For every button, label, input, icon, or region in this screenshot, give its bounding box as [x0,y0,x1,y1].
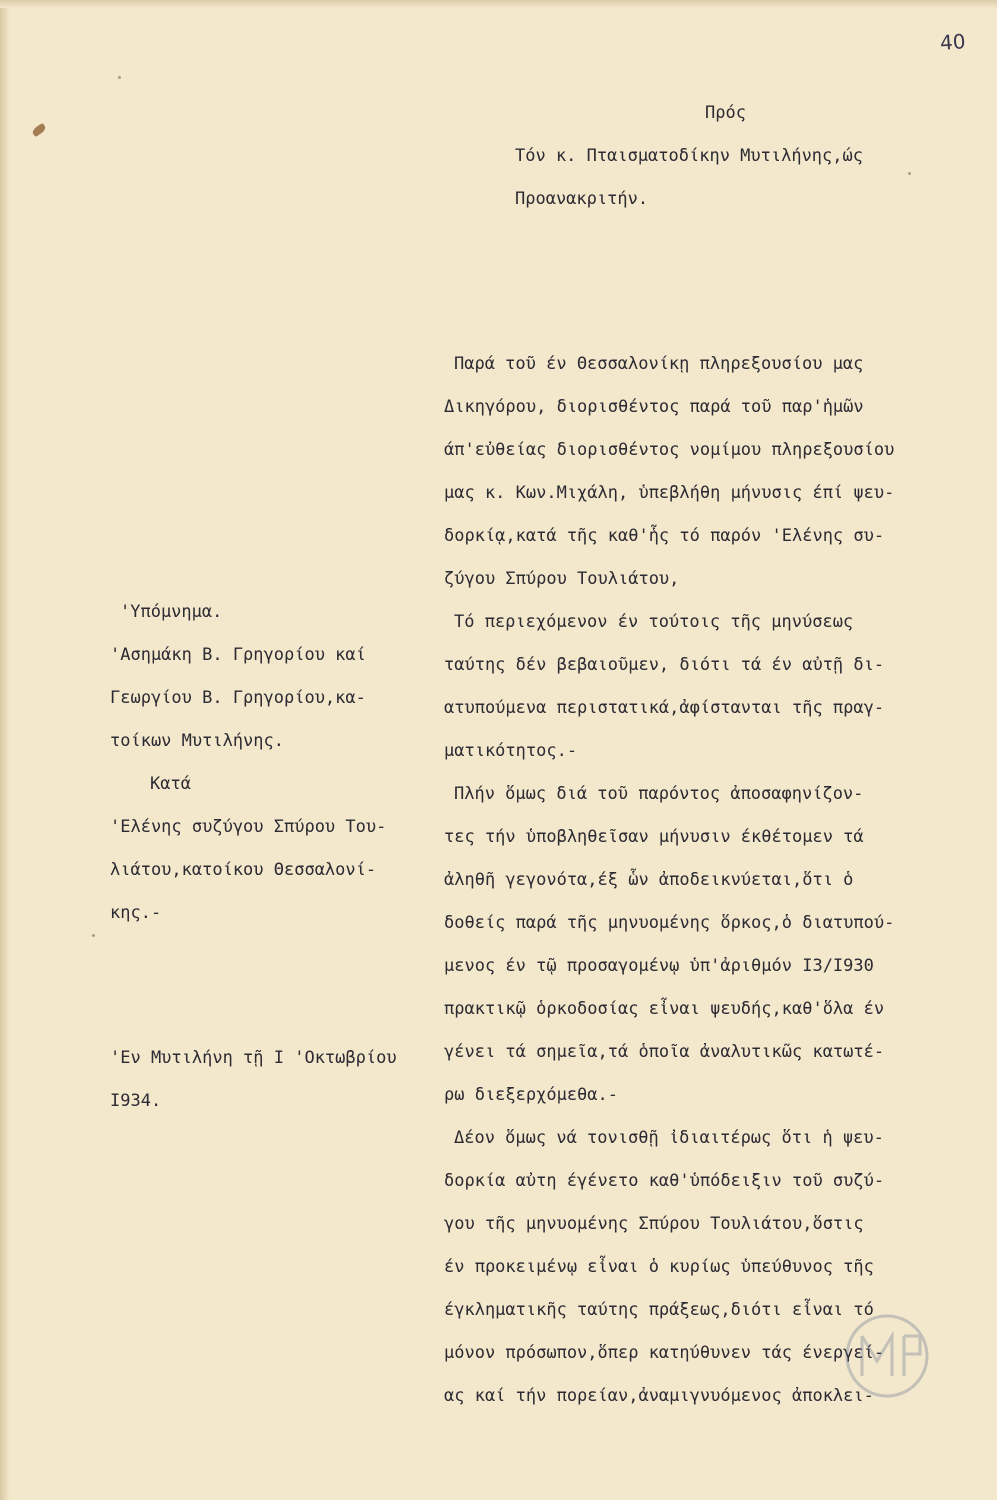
party-line: 'Ασημάκη Β. Γρηγορίου καί [110,645,366,665]
addressee-line: Πρός [705,103,746,123]
addressee-line: Προανακριτήν. [515,189,649,209]
archive-watermark-stamp [822,1306,952,1406]
body-line: Πλήν ὅμως διά τοῦ παρόντος ἀποσαφηνίζον- [454,784,864,804]
body-line: γένει τά σημεῖα,τά ὁποῖα ἀναλυτικῶς κατωτέ- [444,1042,885,1062]
date-line: 'Εν Μυτιλήνη τῇ Ι 'Οκτωβρίου [110,1048,397,1068]
date-line: Ι934. [110,1091,162,1111]
body-line: Τό περιεχόμενον έν τούτοις τῆς μηνύσεως [454,612,854,632]
addressee-line: Τόν κ. Πταισματοδίκην Μυτιλήνης,ώς [515,146,863,166]
body-line: έγκληματικῆς ταύτης πράξεως,διότι εἶναι τό [444,1300,874,1320]
body-line: δορκίᾳ,κατά τῆς καθ'ἧς τό παρόν 'Ελένης συ- [444,526,885,546]
party-line: 'Ελένης συζύγου Σπύρου Του- [110,817,387,837]
body-line: μόνον πρόσωπον,ὅπερ κατηύθυνεν τάς ένεργεί- [444,1343,885,1363]
party-line: τοίκων Μυτιλήνης. [110,731,284,751]
body-line: πρακτικῷ ὁρκοδοσίας εἶναι ψευδής,καθ'ὅλα έν [444,999,885,1019]
body-line: ας καί τήν πορείαν,ἀναμιγνυόμενος ἀποκλει- [444,1386,874,1406]
body-line: άπ'εὐθείας διορισθέντος νομίμου πληρεξουσίου [444,440,895,460]
party-line: Γεωργίου Β. Γρηγορίου,κα- [110,688,366,708]
party-line: κης.- [110,903,162,923]
page-number: 40 [939,29,967,55]
body-line: Δικηγόρου, διορισθέντος παρά τοῦ παρ'ἡμῶν [444,397,864,417]
body-line: ταύτης δέν βεβαιοῦμεν, διότι τά έν αὐτῇ δι- [444,655,885,675]
date-block [110,1037,397,1123]
body-line: τες τήν ὑποβληθεῖσαν μήνυσιν έκθέτομεν τά [444,827,864,847]
paper-speck [908,172,911,175]
body-line: ματικότητος.- [444,741,578,761]
body-line: Δέον ὅμως νά τονισθῇ ἰδιαιτέρως ὅτι ἡ ψευ- [454,1128,884,1148]
memorandum-header [110,591,410,935]
body-line: μενος έν τῷ προσαγομένῳ ὑπ'ἀριθμόν Ι3/Ι930 [444,956,874,976]
addressee-block [515,92,863,221]
body-line: ρω διεξερχόμεθα.- [444,1085,618,1105]
body-line: ἀληθῆ γεγονότα,έξ ὧν ἀποδεικνύεται,ὅτι ὁ [444,870,854,890]
body-line: γου τῆς μηνυομένης Σπύρου Τουλιάτου,ὅστις [444,1214,864,1234]
body-line: ζύγου Σπύρου Τουλιάτου, [444,569,680,589]
party-line: λιάτου,κατοίκου Θεσσαλονί- [110,860,377,880]
body-line: έν προκειμένῳ εἶναι ὁ κυρίως ὑπεύθυνος τῆς [444,1257,874,1277]
paper-speck [118,76,121,79]
versus-label: Κατά [150,774,191,794]
body-line: μας κ. Κων.Μιχάλη, ὑπεβλήθη μήνυσις έπί ψευ- [444,483,895,503]
paper-edge-left [0,0,10,1500]
body-line: Παρά τοῦ έν Θεσσαλονίκῃ πληρεξουσίου μας [454,354,864,374]
ink-mark [31,123,47,138]
paper-edge-top [0,0,997,8]
body-line: δοθείς παρά τῆς μηνυομένης ὅρκος,ὁ διατυπού- [444,913,895,933]
body-line: ατυπούμενα περιστατικά,ἀφίστανται τῆς πραγ- [444,698,885,718]
body-text [444,343,984,1418]
body-line: δορκία αὐτη έγένετο καθ'ὑπόδειξιν τοῦ συζύ- [444,1171,885,1191]
memorandum-title: 'Υπόμνημα. [120,602,223,622]
paper-speck [92,934,95,937]
